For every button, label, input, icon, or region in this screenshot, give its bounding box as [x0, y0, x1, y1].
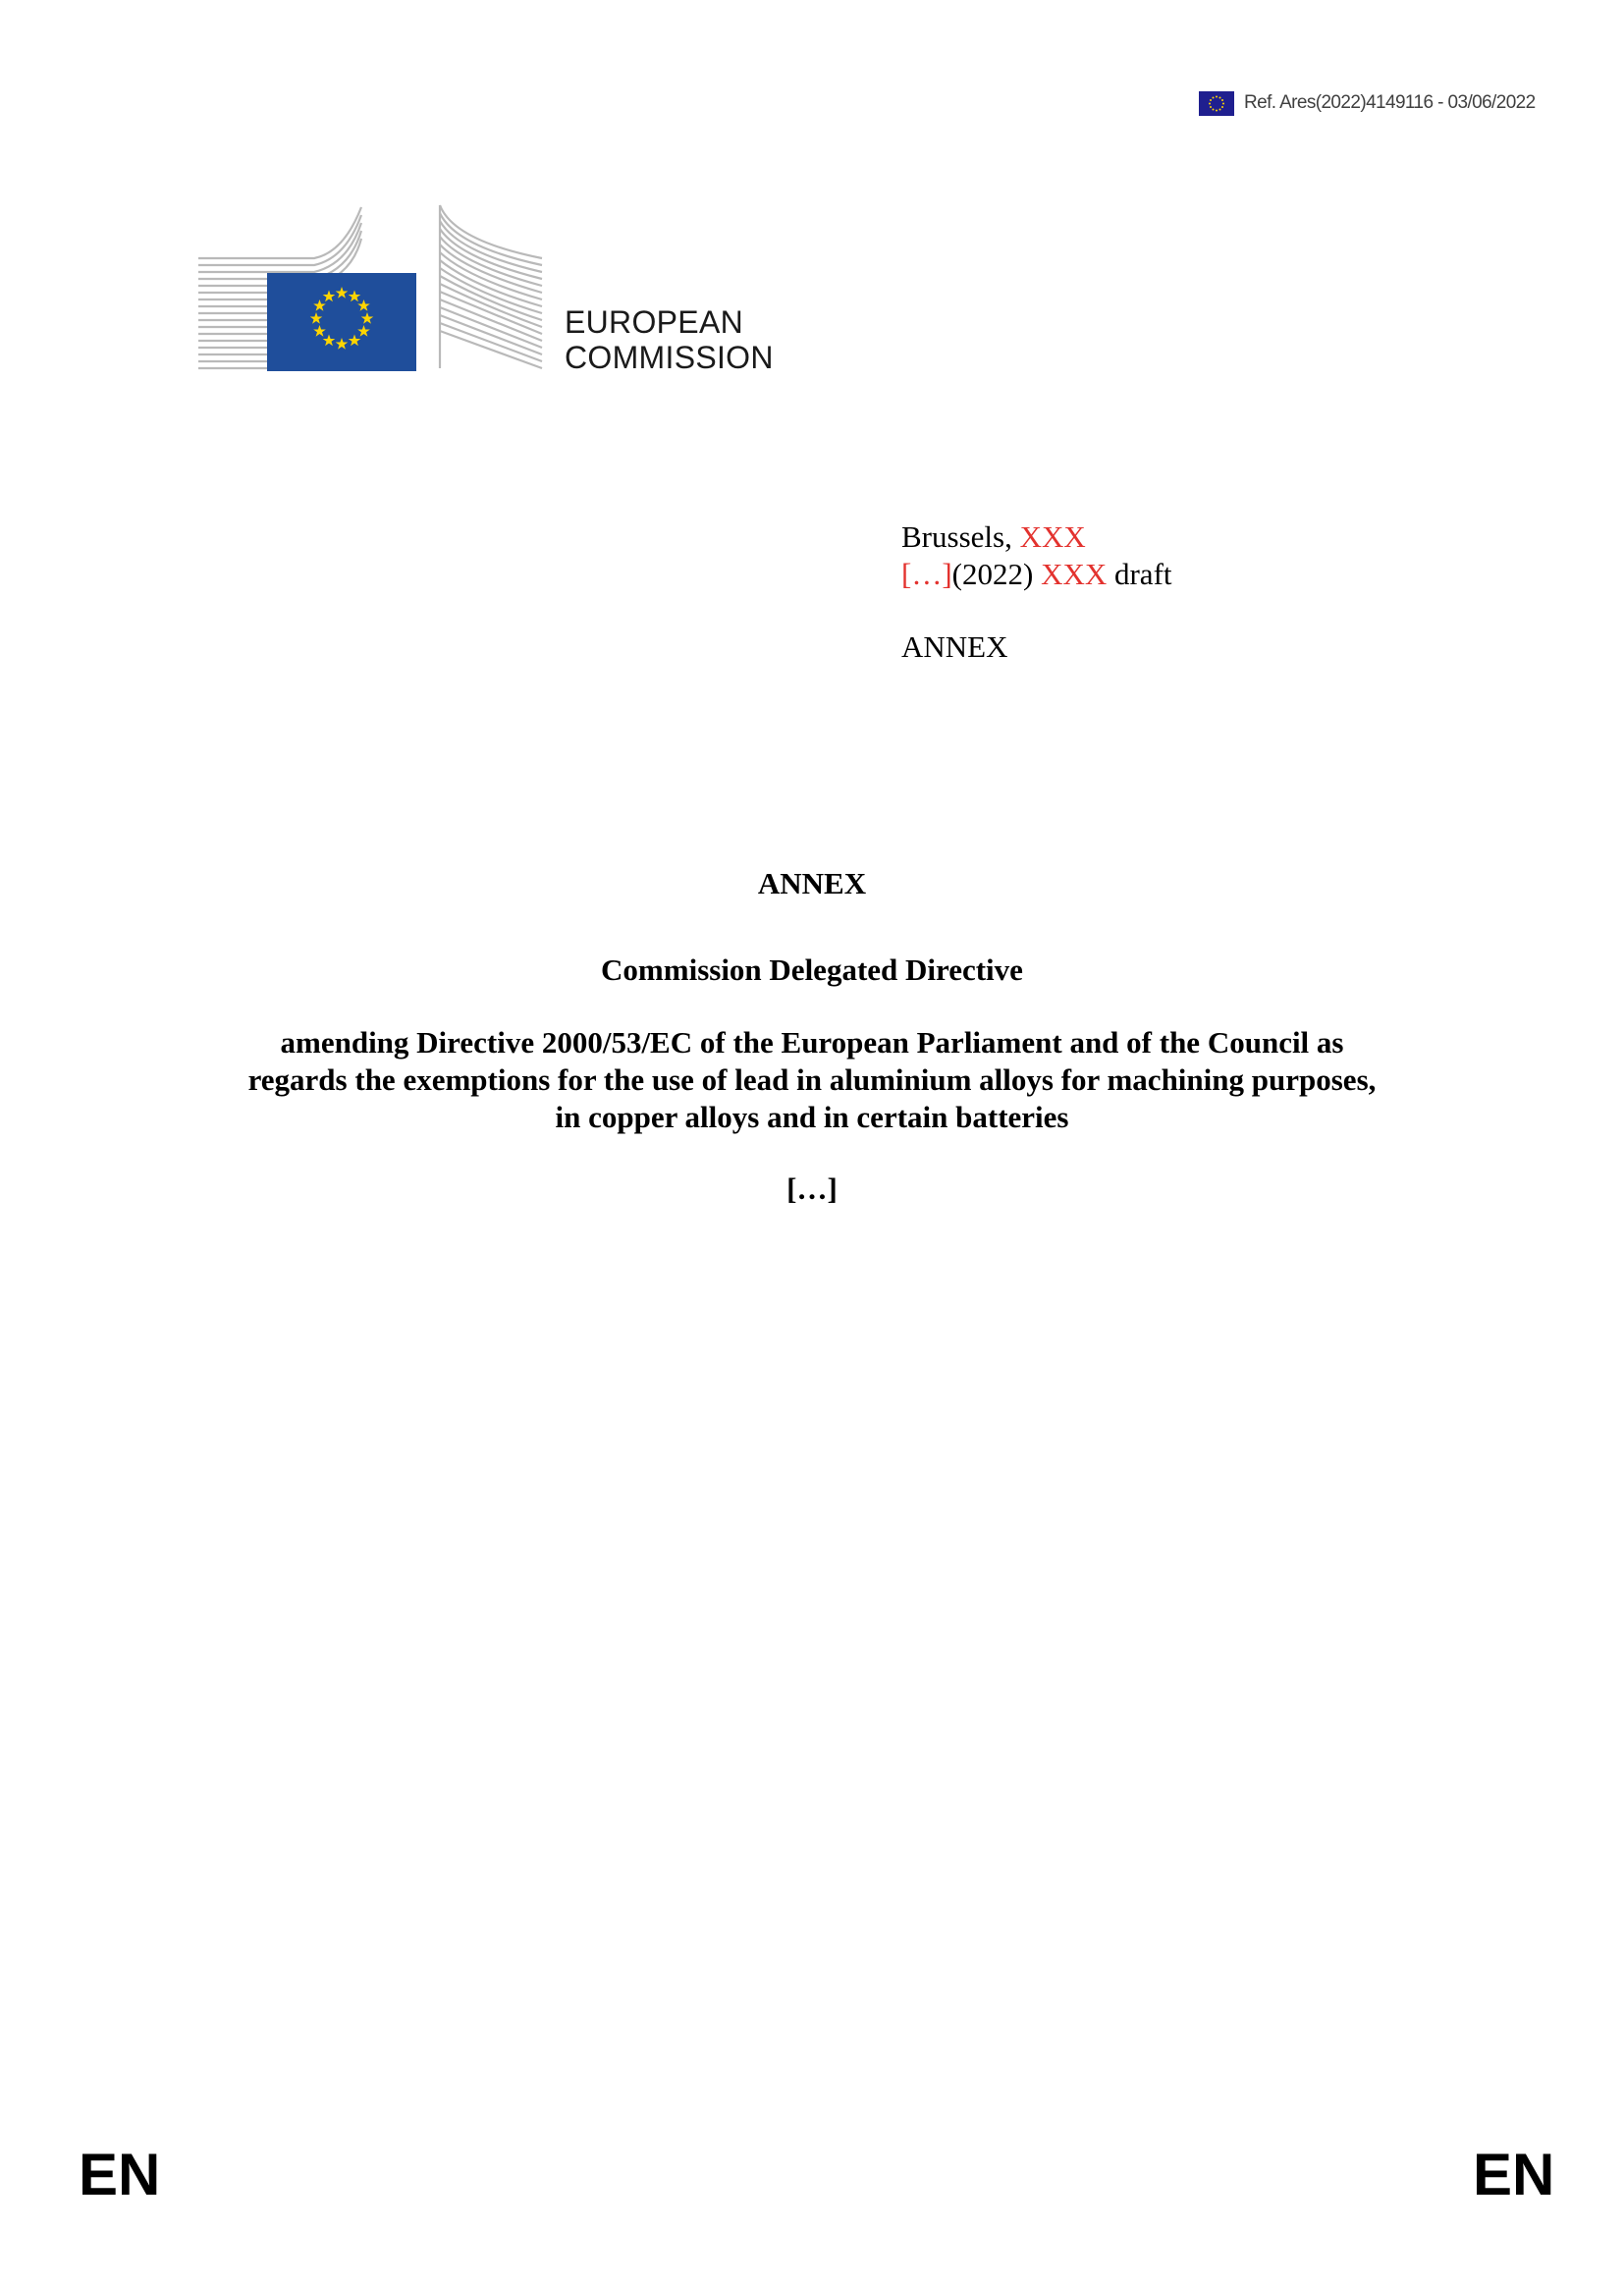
language-code-right: EN	[1473, 2142, 1555, 2207]
annex-label: ANNEX	[901, 629, 1008, 664]
omitted-content-marker: […]	[786, 1171, 838, 1206]
directive-description	[0, 1024, 1624, 1136]
logo-line-2: COMMISSION	[565, 340, 774, 375]
logo-wordmark	[565, 304, 774, 375]
directive-line-2: regards the exemptions for the use of lead in aluminium alloys for machining purposes,	[247, 1062, 1377, 1097]
reference-year: (2022)	[951, 557, 1042, 591]
logo-line-1: EUROPEAN	[565, 304, 743, 340]
european-commission-logo	[196, 201, 785, 388]
annex-heading: ANNEX	[757, 866, 867, 900]
place-date-line	[901, 518, 1172, 556]
date-placeholder: XXX	[1019, 519, 1086, 554]
directive-line-1: amending Directive 2000/53/EC of the European Parliament and of the Council as	[280, 1025, 1344, 1060]
document-reference-line	[901, 556, 1172, 593]
reference-placeholder: […]	[901, 557, 952, 591]
directive-heading: Commission Delegated Directive	[601, 952, 1023, 987]
language-code-left: EN	[79, 2142, 161, 2207]
commission-building-icon	[196, 201, 550, 373]
reference-stamp	[1199, 88, 1536, 118]
document-meta	[901, 518, 1172, 666]
eu-flag-icon	[1199, 91, 1234, 116]
reference-number: Ref. Ares(2022)4149116 - 03/06/2022	[1244, 92, 1536, 113]
reference-number-placeholder: XXX	[1041, 557, 1108, 591]
reference-suffix: draft	[1107, 557, 1172, 591]
directive-line-3: in copper alloys and in certain batteries	[555, 1100, 1069, 1134]
city-label: Brussels,	[901, 519, 1020, 554]
